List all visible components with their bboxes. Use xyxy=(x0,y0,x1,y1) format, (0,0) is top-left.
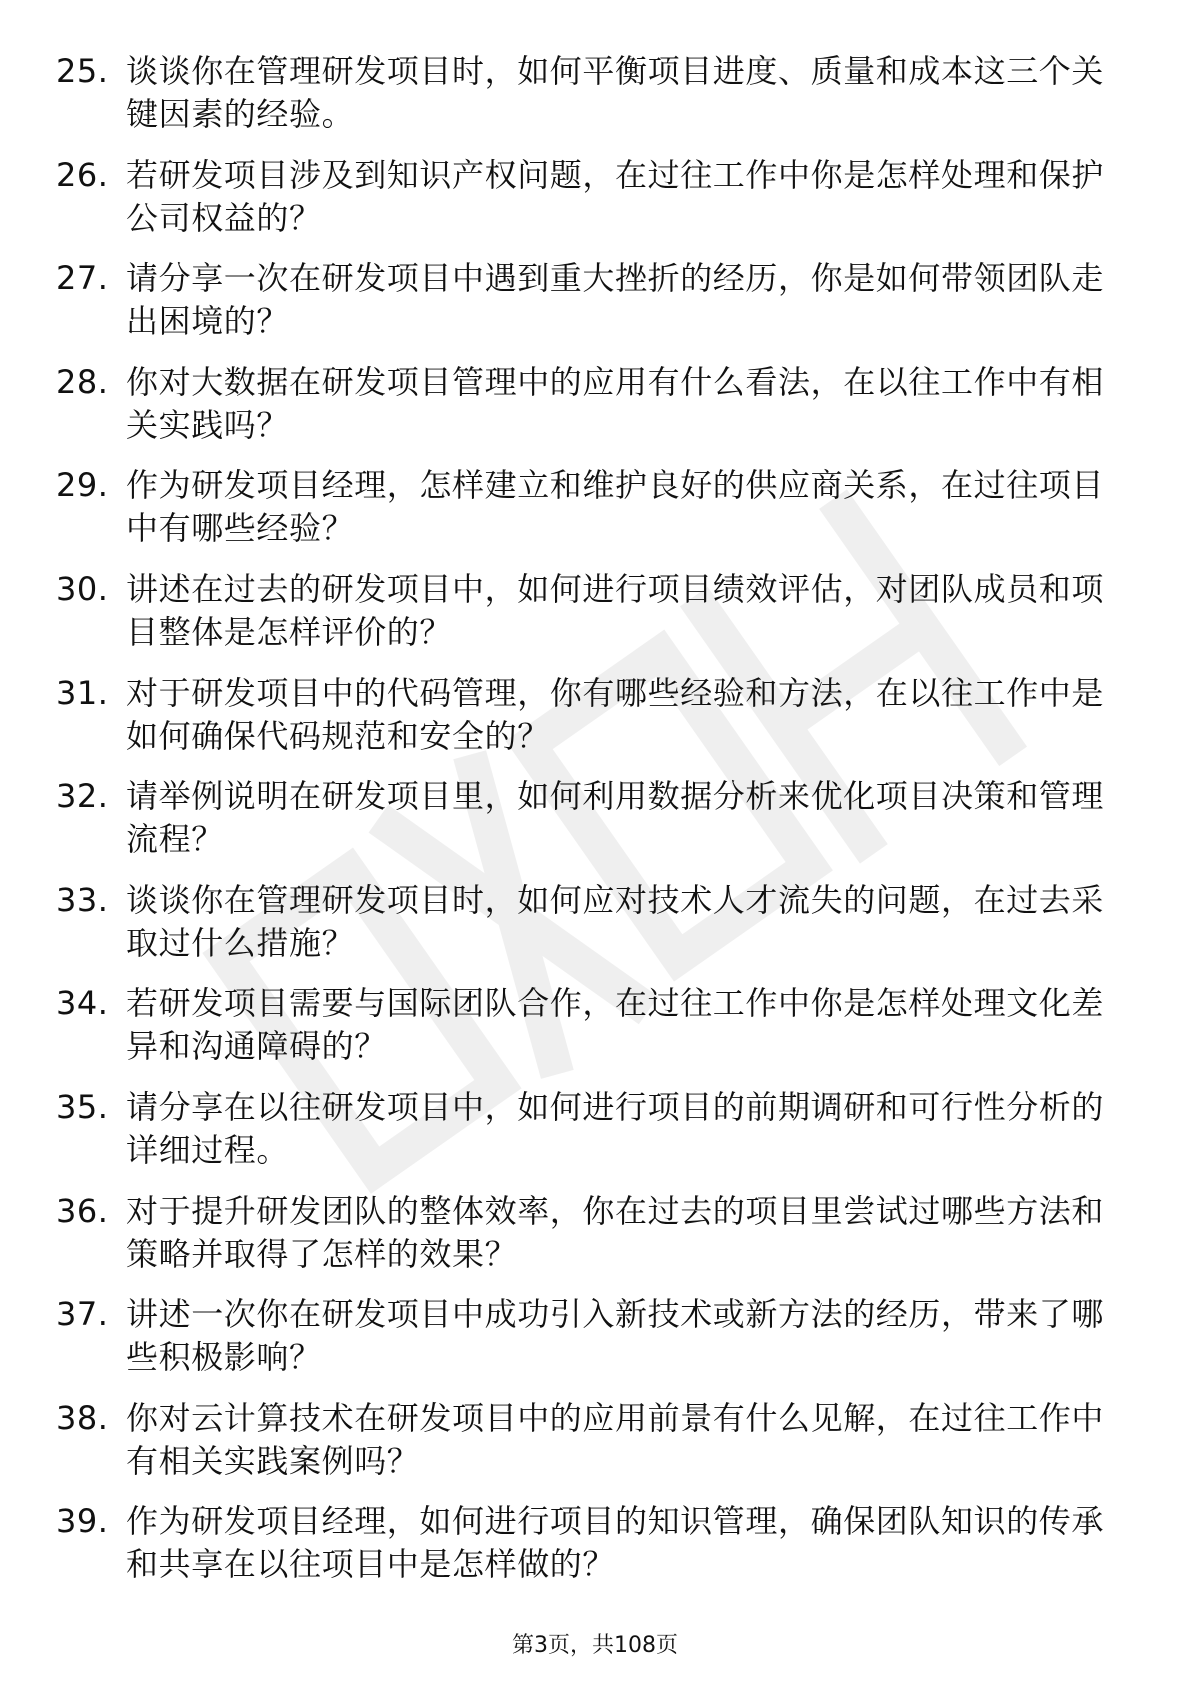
question-item xyxy=(56,257,1116,361)
question-text: 你对大数据在研发项目管理中的应用有什么看法，在以往工作中有相关实践吗？ xyxy=(126,362,1105,444)
page-number-label: 第3页，共108页 xyxy=(512,1633,678,1658)
question-text: 你对云计算技术在研发项目中的应用前景有什么见解，在过往工作中有相关实践案例吗？ xyxy=(126,1398,1105,1480)
question-text: 请分享一次在研发项目中遇到重大挫折的经历，你是如何带领团队走出困境的？ xyxy=(126,259,1105,341)
question-text: 请举例说明在研发项目里，如何利用数据分析来优化项目决策和管理流程？ xyxy=(126,777,1105,859)
question-number: 37. xyxy=(56,1295,109,1334)
question-item xyxy=(56,154,1116,258)
question-item xyxy=(56,1500,1116,1604)
page-footer xyxy=(0,1632,1190,1660)
question-text: 若研发项目需要与国际团队合作，在过往工作中你是怎样处理文化差异和沟通障碍的？ xyxy=(126,984,1105,1066)
question-text: 对于研发项目中的代码管理，你有哪些经验和方法，在以往工作中是如何确保代码规范和安全的？ xyxy=(126,673,1105,755)
question-number: 27. xyxy=(56,259,109,298)
question-item xyxy=(56,775,1116,879)
question-number: 25. xyxy=(56,52,109,90)
question-item xyxy=(56,1293,1116,1397)
question-item xyxy=(56,464,1116,568)
question-text: 作为研发项目经理，怎样建立和维护良好的供应商关系，在过往项目中有哪些经验？ xyxy=(126,466,1105,548)
question-text: 谈谈你在管理研发项目时，如何应对技术人才流失的问题，在过去采取过什么措施？ xyxy=(126,880,1105,962)
question-text: 若研发项目涉及到知识产权问题，在过往工作中你是怎样处理和保护公司权益的？ xyxy=(126,155,1105,237)
question-number: 32. xyxy=(56,777,109,816)
question-item xyxy=(56,568,1116,672)
question-number: 38. xyxy=(56,1398,109,1437)
question-item xyxy=(56,1190,1116,1294)
question-number: 33. xyxy=(56,880,109,919)
question-item xyxy=(56,982,1116,1086)
question-number: 34. xyxy=(56,984,109,1023)
question-number: 31. xyxy=(56,673,109,712)
question-item xyxy=(56,1086,1116,1190)
question-item xyxy=(56,672,1116,776)
question-text: 谈谈你在管理研发项目时，如何平衡项目进度、质量和成本这三个关键因素的经验。 xyxy=(126,52,1105,133)
question-number: 28. xyxy=(56,362,109,401)
question-number: 29. xyxy=(56,466,109,505)
question-number: 30. xyxy=(56,569,109,608)
question-item xyxy=(56,1397,1116,1501)
question-text: 请分享在以往研发项目中，如何进行项目的前期调研和可行性分析的详细过程。 xyxy=(126,1087,1105,1169)
question-number: 35. xyxy=(56,1087,109,1126)
question-text: 讲述一次你在研发项目中成功引入新技术或新方法的经历，带来了哪些积极影响？ xyxy=(126,1295,1105,1377)
question-number: 26. xyxy=(56,155,109,194)
question-text: 作为研发项目经理，如何进行项目的知识管理，确保团队知识的传承和共享在以往项目中是怎样做的？ xyxy=(126,1502,1105,1584)
question-text: 讲述在过去的研发项目中，如何进行项目绩效评估，对团队成员和项目整体是怎样评价的？ xyxy=(126,569,1105,651)
question-list xyxy=(56,50,1116,1604)
question-item xyxy=(56,879,1116,983)
question-item xyxy=(56,50,1116,154)
question-number: 36. xyxy=(56,1191,109,1230)
question-text: 对于提升研发团队的整体效率，你在过去的项目里尝试过哪些方法和策略并取得了怎样的效果？ xyxy=(126,1191,1105,1273)
question-item xyxy=(56,361,1116,465)
question-number: 39. xyxy=(56,1502,109,1541)
